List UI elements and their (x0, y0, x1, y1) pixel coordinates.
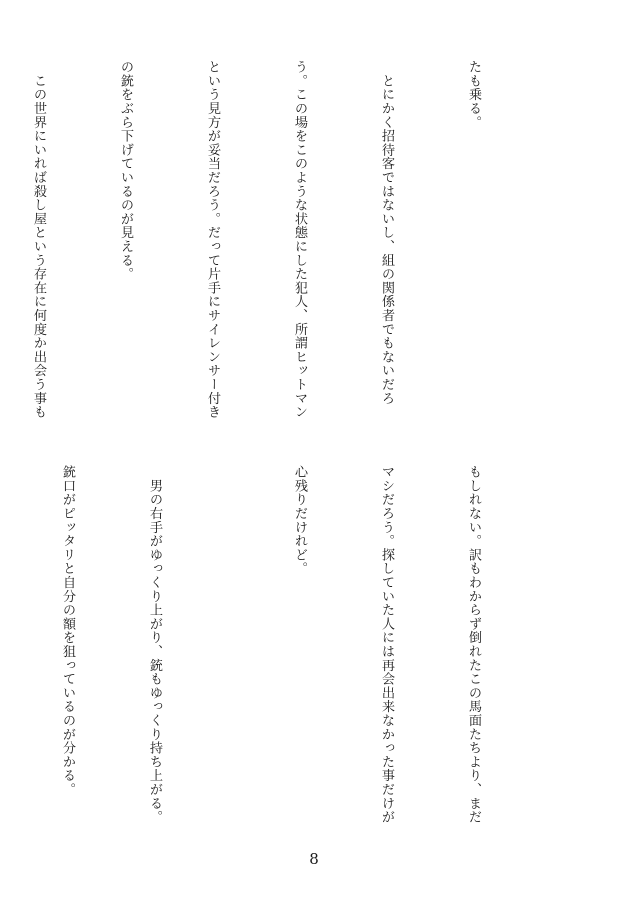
text-block-top (31, 60, 546, 430)
text-line: う。この場をこのような状態にした犯人、所謂ヒットマン (292, 60, 307, 419)
text-line: 男の右手がゆっくり上がり、銃もゆっくり持ち上がる。 (147, 465, 162, 824)
text-line: という見方が妥当だろう。だって片手にサイレンサー付き (205, 60, 220, 419)
text-block-bottom (60, 465, 546, 835)
text-line: もしれない。訳もわからず倒れたこの馬面たちより、まだ (466, 465, 481, 824)
text-line: の銃をぶら下げているのが見える。 (118, 60, 133, 281)
page-number: 8 (309, 850, 319, 868)
text-line: たも乗る。 (466, 60, 481, 129)
text-line: この世界にいれば殺し屋という存在に何度か出会う事も (31, 60, 46, 419)
text-line: とにかく招待客ではないし、組の関係者でもないだろ (379, 60, 394, 405)
text-line: マシだろう。探していた人には再会出来なかった事だけが (379, 465, 394, 824)
text-line: 銃口がピッタリと自分の額を狙っているのが分かる。 (60, 465, 75, 797)
text-line: 心残りだけれど。 (292, 465, 307, 576)
